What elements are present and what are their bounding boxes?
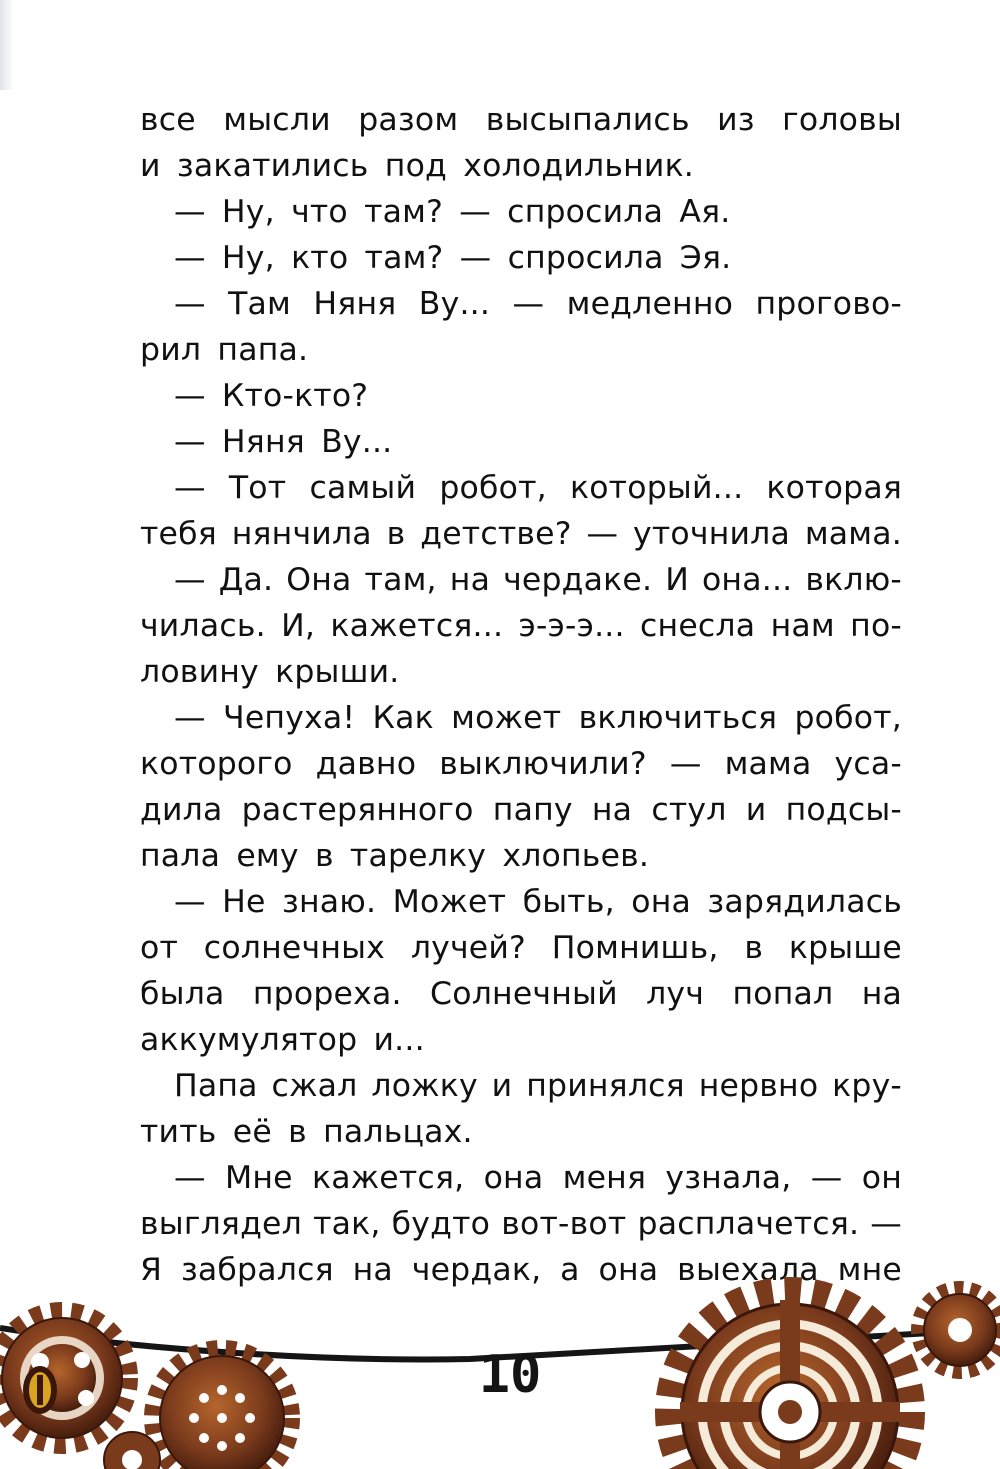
text-line: пала ему в тарелку хлопьев. [140,838,650,874]
gear-icon [154,1350,290,1469]
text-line: все мысли разом высыпались из головы [140,102,902,138]
text-line: и закатились под холодильник. [140,148,695,184]
text-line: которого давно выключили? — мама уса- [140,746,902,782]
text-line: — Да. Она там, на чердаке. И она... вклю- [174,562,902,598]
text-line: тебя нянчила в детстве? — уточнила мама. [140,516,902,552]
gear-icon [0,1312,128,1444]
gold-bolt-icon [23,1366,57,1414]
text-line: дила растерянного папу на стул и подсы- [140,792,902,828]
text-line: — Тот самый робот, который... которая [174,470,902,506]
gear-icon [918,1288,1000,1372]
text-line: была прореха. Солнечный луч попал на [140,976,902,1012]
text-line: — Ну, что там? — спросила Ая. [174,194,731,230]
text-line: Я забрался на чердак, а она выехала мне [140,1252,902,1288]
text-line: выглядел так, будто вот-вот расплачется. — [140,1206,902,1242]
text-line: — Кто-кто? [174,378,369,414]
text-line: — Няня Ву... [174,424,393,460]
text-line: — Там Няня Ву... — медленно прогово- [174,286,902,322]
text-line: аккумулятор и... [140,1022,425,1058]
text-line: от солнечных лучей? Помнишь, в крыше [140,930,902,966]
text-line: — Мне кажется, она меня узнала, — он [174,1160,902,1196]
gear-icon [104,1432,160,1469]
text-line: — Ну, кто там? — спросила Эя. [174,240,732,276]
text-line: рил папа. [140,332,309,368]
body-text [140,97,902,1293]
text-line: чилась. И, кажется... э-э-э... снесла нам по- [140,608,902,644]
text-line: тить её в пальцах. [140,1114,473,1150]
text-line: — Не знаю. Может быть, она зарядилась [174,884,902,920]
gear-icon [670,1292,910,1469]
text-line: Папа сжал ложку и принялся нервно кру- [174,1068,902,1104]
text-line: ловину крыши. [140,654,400,690]
page-number: 10 [478,1345,542,1405]
page-edge-shadow [0,0,14,90]
text-line: — Чепуха! Как может включиться робот, [174,700,902,736]
